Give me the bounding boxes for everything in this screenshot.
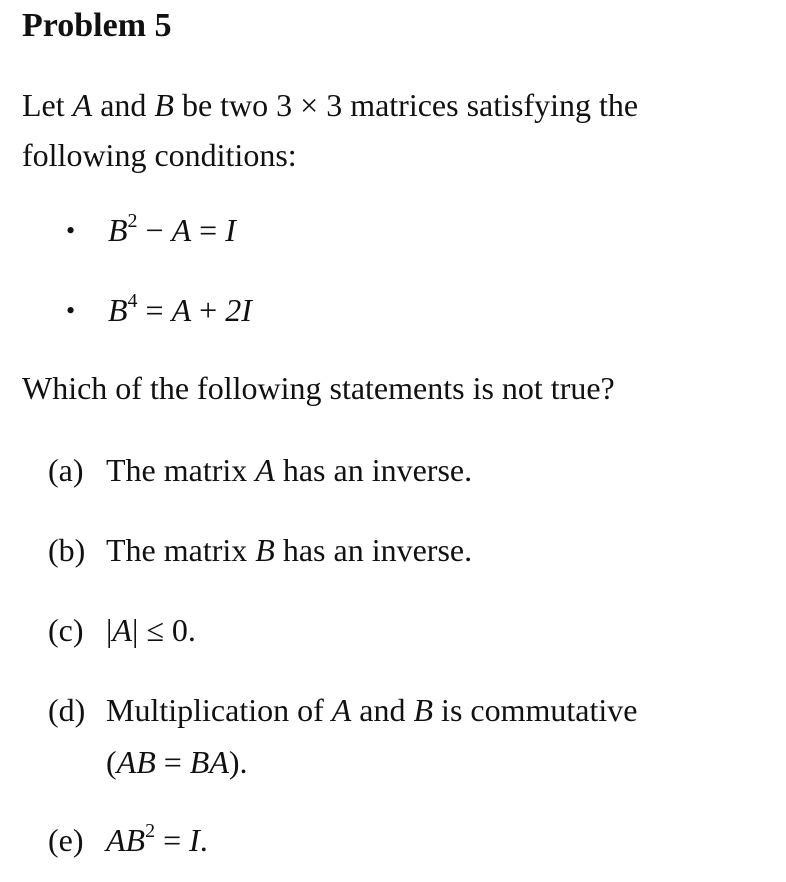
condition-2 [66,290,252,331]
option-d-paren-close: ). [228,744,248,780]
bullet-icon: • [66,216,76,245]
option-c-bar-left: | [106,612,113,648]
option-d[interactable] [48,690,637,730]
option-d-text-3: is commutative [433,692,638,728]
cond1-mid: A [171,212,192,248]
question-text: Which of the following statements is not true? [22,370,615,406]
cond1-op1: − [145,212,164,248]
cond2-base: B [108,292,128,328]
intro-text-2: and [92,87,155,123]
option-b[interactable] [48,530,472,570]
option-e-base: AB [106,822,146,858]
option-c[interactable] [48,610,196,650]
option-d-text-2: and [351,692,414,728]
option-d-label: (d) [48,692,86,728]
problem-intro [22,80,762,180]
intro-var-b: B [154,87,174,123]
option-d-paren-open: ( [106,744,117,780]
problem-title: Problem 5 [22,7,172,44]
option-b-text-1: The matrix [106,532,256,568]
option-e-rhs: I [189,822,200,858]
option-d-lhs: AB [116,744,156,780]
cond1-op2: = [199,212,218,248]
option-a-label: (a) [48,452,84,488]
cond2-mid: A [171,292,192,328]
option-d-text-1: Multiplication of [106,692,332,728]
option-a-var: A [255,452,275,488]
option-d-var-b: B [413,692,434,728]
option-d-var-a: A [331,692,352,728]
option-b-var: B [255,532,275,568]
option-c-op: ≤ [146,612,164,648]
option-d-line-2 [106,742,248,782]
option-a[interactable] [48,450,472,490]
option-e-period: . [199,822,208,858]
option-c-var: A [112,612,132,648]
option-a-text-1: The matrix [106,452,256,488]
cond2-op2: + [199,292,218,328]
option-e-op: = [163,822,182,858]
intro-text-3: be two 3 × 3 matrices satisfying the following conditions: [22,87,639,173]
option-e-exp: 2 [145,820,156,842]
intro-text-1: Let [22,87,73,123]
option-c-rhs: 0. [171,612,196,648]
cond2-exp: 4 [127,290,138,312]
cond1-exp: 2 [127,210,138,232]
option-c-bar-right: | [131,612,139,648]
option-a-text-2: has an inverse. [274,452,473,488]
option-e[interactable] [48,820,208,860]
option-b-text-2: has an inverse. [274,532,473,568]
intro-var-a: A [72,87,93,123]
condition-1 [66,210,236,251]
cond2-rhs: 2I [225,292,252,328]
cond2-op1: = [145,292,164,328]
option-d-op: = [163,744,182,780]
option-e-label: (e) [48,822,84,858]
cond1-base: B [108,212,128,248]
bullet-icon: • [66,296,76,325]
option-d-rhs: BA [189,744,229,780]
cond1-rhs: I [225,212,236,248]
option-c-label: (c) [48,612,84,648]
option-b-label: (b) [48,532,86,568]
